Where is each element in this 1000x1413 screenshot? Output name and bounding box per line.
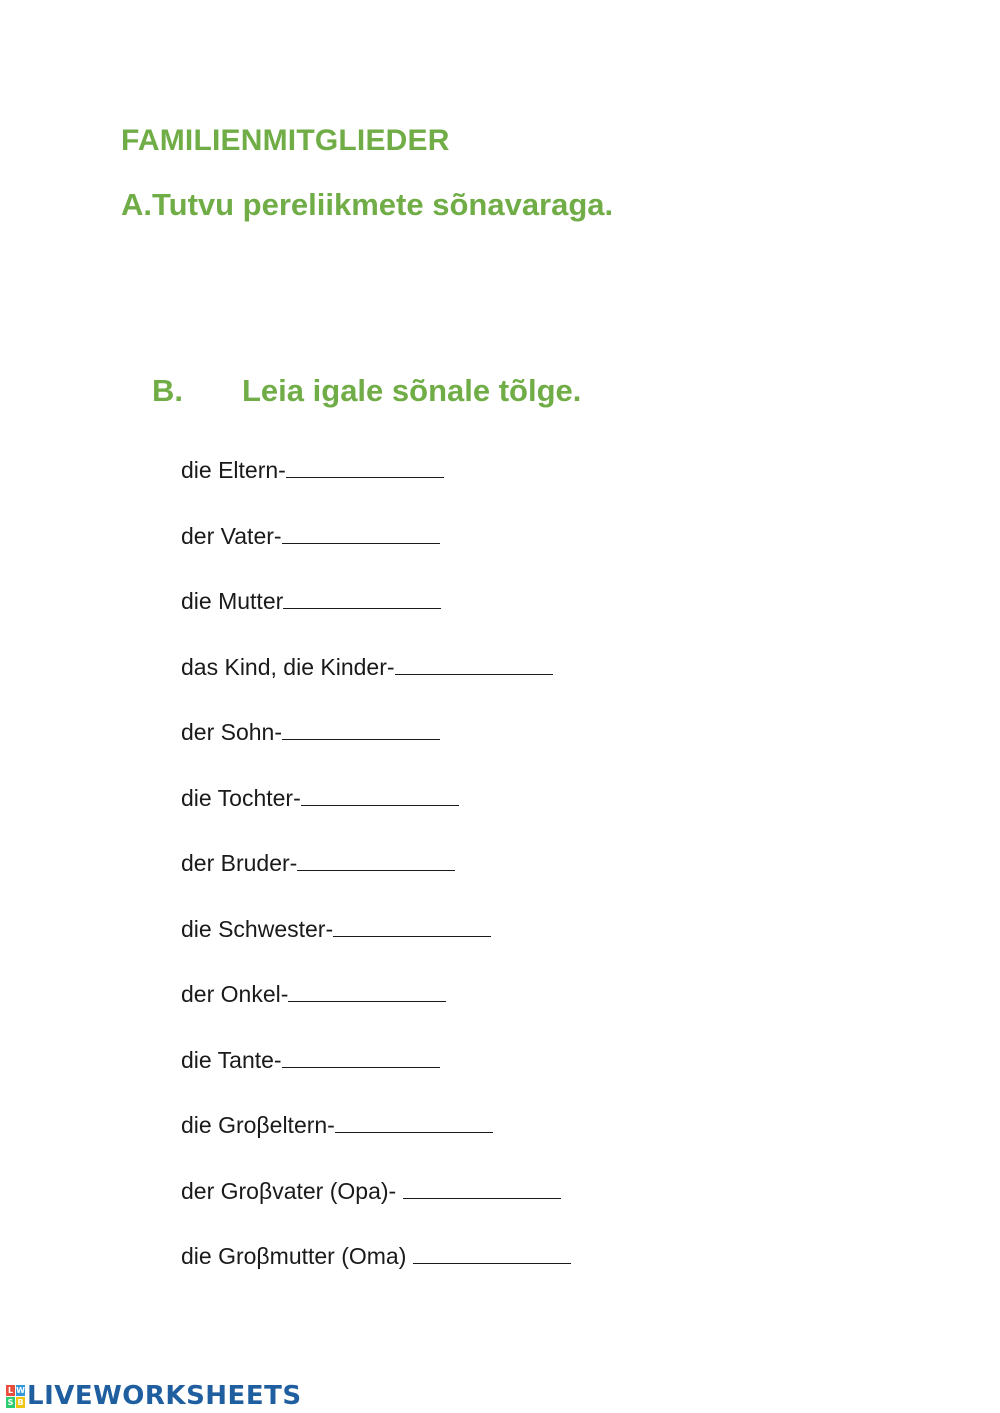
section-b-letter: B. [152,373,183,408]
vocab-term: der Vater- [181,522,282,549]
section-b-text: Leia igale sõnale tõlge. [242,373,582,408]
answer-blank[interactable] [403,1176,561,1199]
vocab-item [181,717,571,783]
vocab-term: der Sohn- [181,719,283,745]
vocab-term: die Tante- [181,1046,282,1073]
answer-blank[interactable] [283,586,441,609]
answer-blank[interactable] [301,783,459,806]
vocab-item [181,914,571,980]
logo-blocks-icon [6,1385,25,1408]
vocab-item [181,1176,571,1242]
answer-blank[interactable] [288,979,446,1002]
vocab-term: der Groβvater (Opa)- [181,1177,403,1204]
vocab-term: die Mutter [181,588,284,614]
logo-block: L [7,1385,14,1395]
vocab-term: die Tochter- [181,784,301,811]
answer-blank[interactable] [282,717,440,740]
section-b-heading [152,373,581,409]
vocab-term: die Schwester- [181,915,334,942]
vocab-term: der Bruder- [181,850,298,876]
vocabulary-list [181,455,571,1307]
vocab-term: das Kind, die Kinder- [181,653,395,680]
vocab-term: die Eltern- [181,457,286,483]
answer-blank[interactable] [282,1045,440,1068]
vocab-item [181,1241,571,1307]
section-a-heading: A.Tutvu pereliikmete sõnavaraga. [121,187,614,222]
answer-blank[interactable] [282,521,440,544]
vocab-item [181,979,571,1045]
answer-blank[interactable] [286,455,444,478]
logo-text: LIVEWORKSHEETS [27,1381,302,1411]
vocab-item [181,455,571,521]
vocab-item [181,1110,571,1176]
vocab-item [181,848,571,914]
liveworksheets-logo[interactable] [6,1381,302,1411]
vocab-term: die Groβeltern- [181,1112,335,1138]
vocab-term: die Groβmutter (Oma) [181,1243,413,1269]
logo-block: S [7,1397,14,1407]
answer-blank[interactable] [413,1241,571,1264]
answer-blank[interactable] [335,1110,493,1133]
vocab-item [181,1045,571,1111]
vocab-item [181,521,571,587]
worksheet-title: FAMILIENMITGLIEDER [121,124,450,157]
vocab-item [181,652,571,718]
vocab-item [181,783,571,849]
answer-blank[interactable] [297,848,455,871]
answer-blank[interactable] [395,652,553,675]
answer-blank[interactable] [333,914,491,937]
logo-block: W [16,1385,25,1395]
vocab-term: der Onkel- [181,981,289,1007]
vocab-item [181,586,571,652]
logo-block: B [17,1397,24,1407]
